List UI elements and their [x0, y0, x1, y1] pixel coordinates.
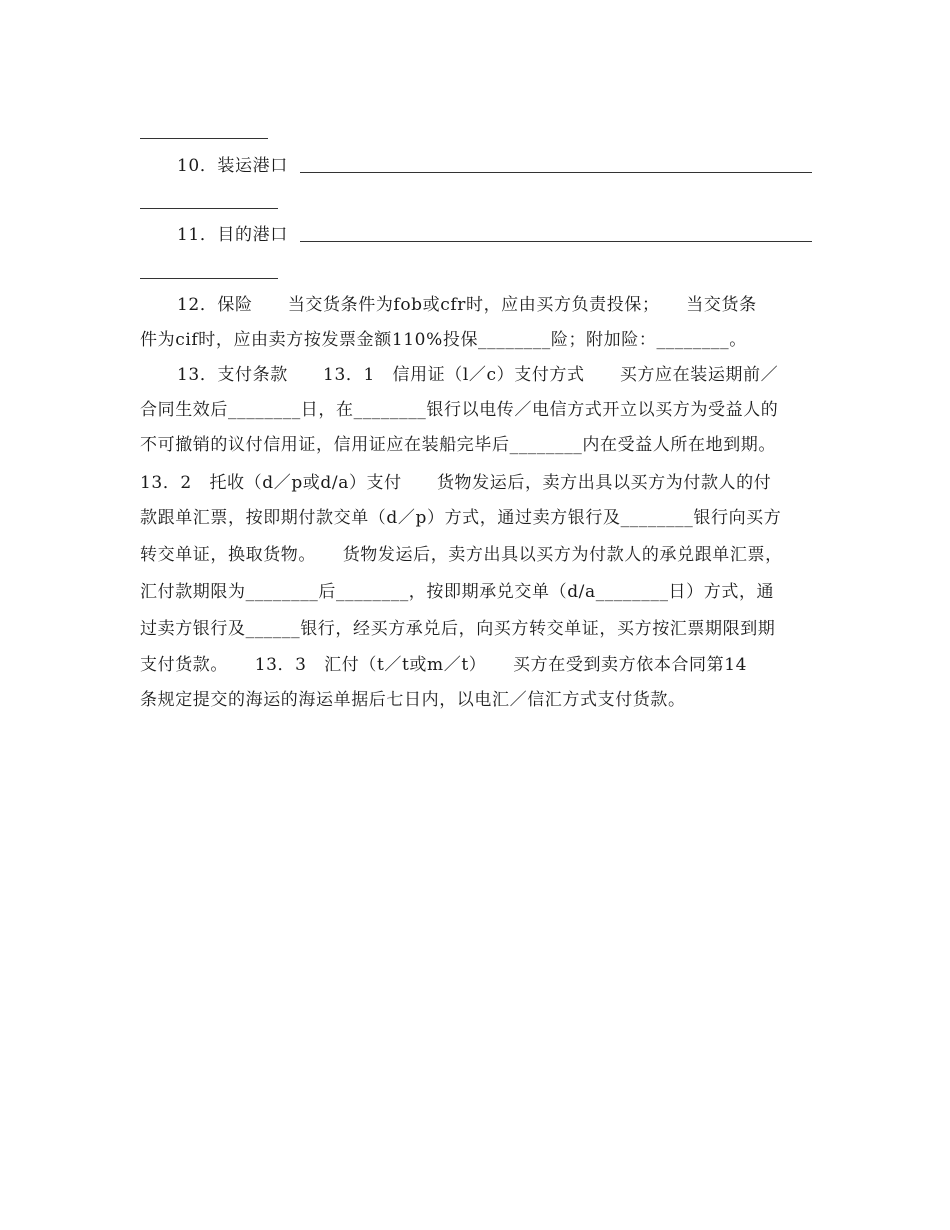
item-13-line-10: 条规定提交的海运的海运单据后七日内，以电汇／信汇方式支付货款。: [140, 690, 686, 710]
item-13-line-7: 汇付款期限为________后________，按即期承兑交单（d/a________日）方式，通: [140, 582, 775, 602]
item-10-blank: [300, 172, 812, 173]
item-12-line-2: 件为cif时，应由卖方按发票金额110%投保________险；附加险：________。: [140, 330, 747, 350]
item-13-line-8: 过卖方银行及______银行，经买方承兑后，向买方转交单证，买方按汇票期限到期: [140, 619, 776, 639]
item-13-line-1: 13．支付条款 13．1 信用证（l／c）支付方式 买方应在装运期前／: [177, 365, 779, 385]
item-11-blank-continued: [140, 278, 278, 279]
item-10-blank-continued: [140, 208, 278, 209]
item-12-line-1: 12．保险 当交货条件为fob或cfr时，应由买方负责投保； 当交货条: [177, 295, 757, 315]
item-11-label: 11．目的港口: [177, 225, 288, 245]
item-13-line-4: 13．2 托收（d／p或d/a）支付 货物发运后，卖方出具以买方为付款人的付: [140, 473, 772, 493]
item-11-blank: [300, 241, 812, 242]
item-13-line-9: 支付货款。 13．3 汇付（t／t或m／t） 买方在受到卖方依本合同第14: [140, 655, 748, 675]
item-13-line-6: 转交单证，换取货物。 货物发运后，卖方出具以买方为付款人的承兑跟单汇票，: [140, 545, 783, 565]
blank-underline: [140, 138, 268, 139]
item-13-line-5: 款跟单汇票，按即期付款交单（d／p）方式，通过卖方银行及________银行向买方: [140, 508, 782, 528]
item-13-line-3: 不可撤销的议付信用证，信用证应在装船完毕后________内在受益人所在地到期。: [140, 435, 776, 455]
item-10-label: 10．装运港口: [177, 156, 288, 176]
item-13-line-2: 合同生效后________日，在________银行以电传／电信方式开立以买方为受益人的: [140, 400, 779, 420]
